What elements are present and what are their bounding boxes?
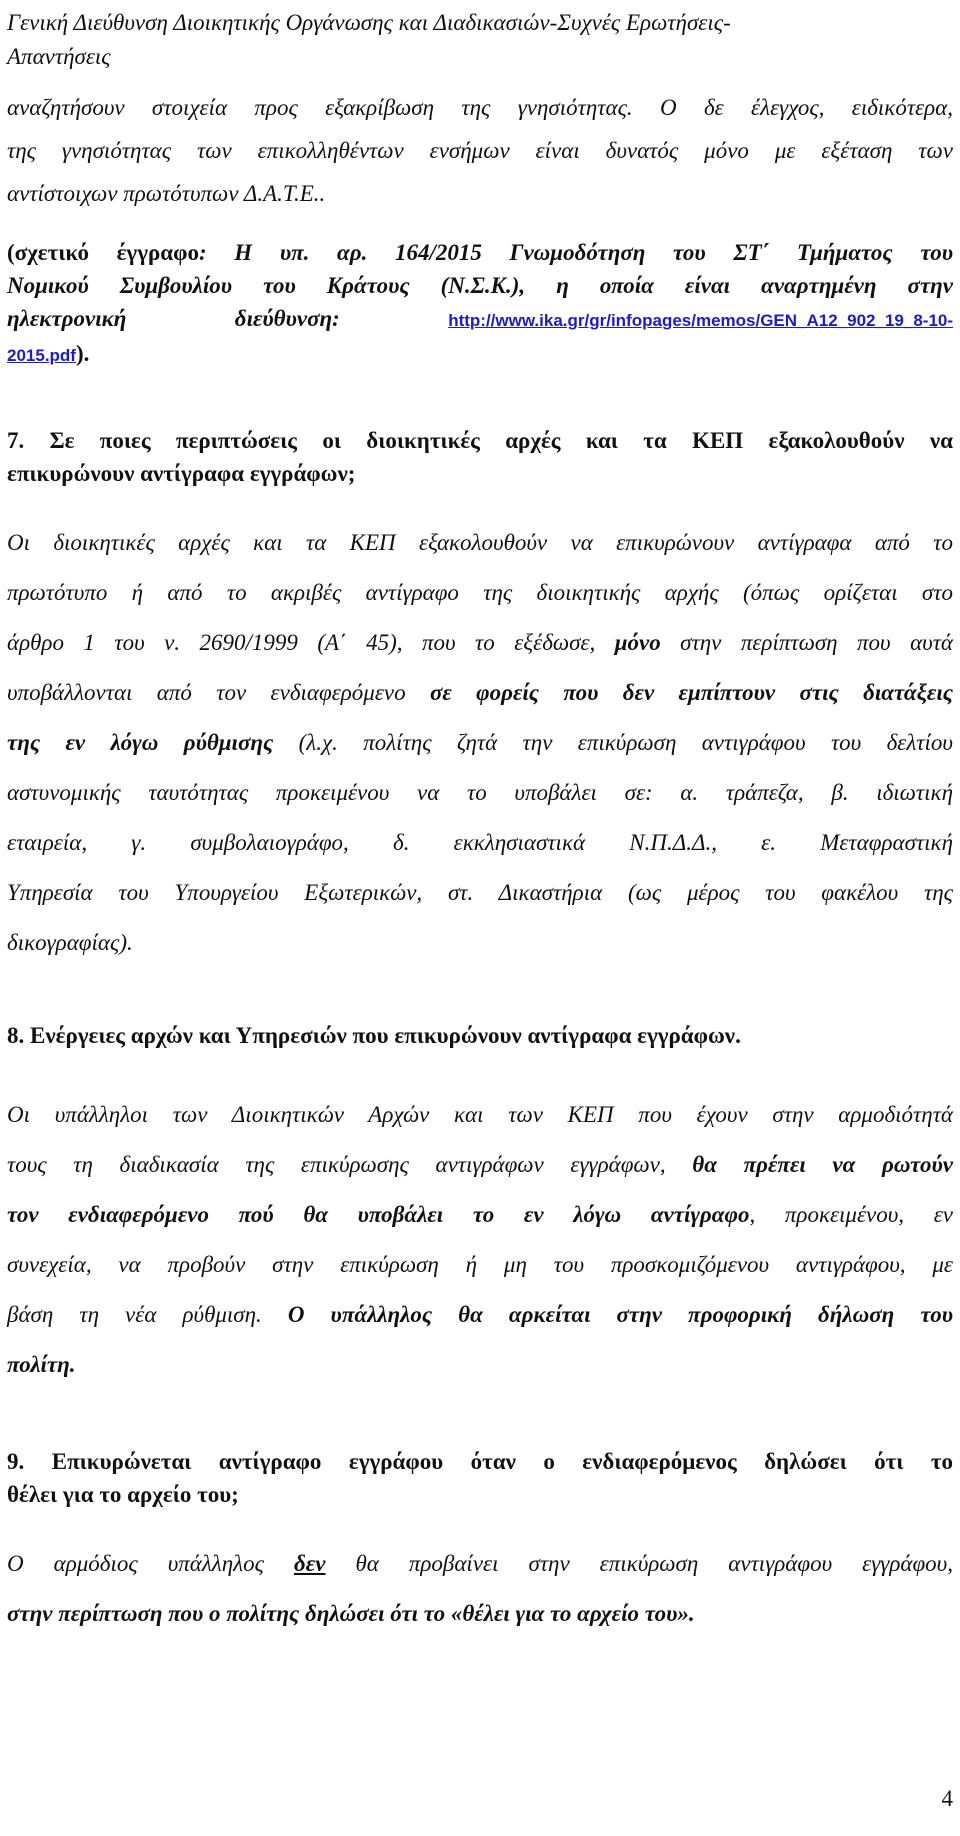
text-run: τους τη διαδικασία της επικύρωσης αντιγράφων εγγράφων, (7, 1152, 693, 1177)
page-header (7, 6, 947, 74)
reference-link[interactable]: http://www.ika.gr/gr/infopages/memos/GEN_A12_902_19_8-10- (448, 311, 954, 330)
text-line: δικογραφίας). (7, 930, 133, 955)
text-line: εταιρεία, γ. συμβολαιογράφο, δ. εκκλησιαστικά Ν.Π.Δ.Δ., ε. Μεταφραστική (7, 830, 953, 855)
emphasis-submit: τον ενδιαφερόμενο πού θα υποβάλει το εν λόγω αντίγραφο (7, 1202, 750, 1227)
emphasis-regulation: της εν λόγω ρύθμισης (7, 730, 274, 755)
text-line: Νομικού Συμβουλίου του Κράτους (Ν.Σ.Κ.), η οποία είναι αναρτημένη στην (7, 273, 953, 298)
text-line: της γνησιότητας των επικολληθέντων ενσήμων είναι δυνατός μόνο με εξέταση των (7, 138, 953, 163)
heading-line: 9. Επικυρώνεται αντίγραφο εγγράφου όταν ο ενδιαφερόμενος δηλώσει ότι το (7, 1449, 953, 1474)
ref-close: ). (75, 341, 90, 366)
text-line: αντίστοιχων πρωτότυπων Δ.Α.Τ.Ε.. (7, 181, 326, 206)
text-line: αστυνομικής ταυτότητας προκειμένου να το υποβάλει σε: α. τράπεζα, β. ιδιωτική (7, 780, 953, 805)
text-run: υποβάλλονται από τον ενδιαφερόμενο (7, 680, 430, 705)
header-title-line-1: Γενική Διεύθυνση Διοικητικής Οργάνωσης και Διαδικασιών-Συχνές Ερωτήσεις- (7, 10, 731, 35)
question-8-heading: 8. Ενέργειες αρχών και Υπηρεσιών που επικυρώνουν αντίγραφα εγγράφων. (7, 1023, 741, 1048)
text-run: άρθρο 1 του ν. 2690/1999 (Α΄ 45), που το εξέδωσε, (7, 630, 615, 655)
text-line: αναζητήσουν στοιχεία προς εξακρίβωση της γνησιότητας. Ο δε έλεγχος, ειδικότερα, (7, 95, 953, 120)
reference-link-end[interactable]: 2015.pdf (7, 346, 76, 365)
text-run: στην περίπτωση που αυτά (660, 630, 953, 655)
text-run: Ο αρμόδιος υπάλληλος (7, 1551, 294, 1576)
question-9-answer (7, 1539, 953, 1639)
reference-paragraph (7, 236, 953, 372)
emphasis-oral-statement: Ο υπάλληλος θα αρκείται στην προφορική δήλωση του (287, 1302, 953, 1327)
text-line: πολίτη. (7, 1352, 76, 1377)
question-7-answer (7, 518, 953, 968)
text-line: στην περίπτωση που ο πολίτης δηλώσει ότι το «θέλει για το αρχείο του». (7, 1601, 695, 1626)
emphasis-ask: θα πρέπει να ρωτούν (692, 1152, 953, 1177)
header-title-line-2: Απαντήσεις (7, 44, 111, 69)
text-line: Οι διοικητικές αρχές και τα ΚΕΠ εξακολουθούν να επικυρώνουν αντίγραφα από το (7, 530, 953, 555)
ref-open: (σχετικό έγγραφο (7, 240, 199, 265)
ref-label: ηλεκτρονική διεύθυνση: (7, 306, 340, 331)
emphasis-only: μόνο (614, 630, 661, 655)
text-run: βάση τη νέα ρύθμιση. (7, 1302, 288, 1327)
ref-title: Η υπ. αρ. 164/2015 Γνωμοδότηση του ΣΤ΄ Τμήματος του (206, 240, 953, 265)
question-9-heading (7, 1445, 953, 1511)
text-line: Υπηρεσία του Υπουργείου Εξωτερικών, στ. Δικαστήρια (ως μέρος του φακέλου της (7, 880, 953, 905)
ref-colon: : (198, 240, 207, 265)
heading-line: θέλει για το αρχείο του; (7, 1482, 239, 1507)
question-8-answer (7, 1090, 953, 1390)
text-run: θα προβαίνει στην επικύρωση αντιγράφου εγγράφου, (325, 1551, 953, 1576)
intro-paragraph (7, 86, 953, 215)
heading-line: 7. Σε ποιες περιπτώσεις οι διοικητικές αρχές και τα ΚΕΠ εξακολουθούν να (7, 428, 953, 453)
text-line: πρωτότυπο ή από το ακριβές αντίγραφο της διοικητικής αρχής (όπως ορίζεται στο (7, 580, 953, 605)
text-line: συνεχεία, να προβούν στην επικύρωση ή μη του προσκομιζόμενου αντιγράφου, με (7, 1252, 953, 1277)
page-number: 4 (941, 1786, 953, 1811)
text-run: (λ.χ. πολίτης ζητά την επικύρωση αντιγράφου του δελτίου (273, 730, 953, 755)
emphasis-bodies: σε φορείς που δεν εμπίπτουν στις διατάξεις (429, 680, 954, 705)
question-7-heading (7, 424, 953, 490)
text-run: , προκειμένου, εν (749, 1202, 954, 1227)
text-line: Οι υπάλληλοι των Διοικητικών Αρχών και των ΚΕΠ που έχουν στην αρμοδιότητά (7, 1102, 953, 1127)
heading-line: επικυρώνουν αντίγραφα εγγράφων; (7, 461, 356, 486)
emphasis-not: δεν (294, 1551, 326, 1576)
